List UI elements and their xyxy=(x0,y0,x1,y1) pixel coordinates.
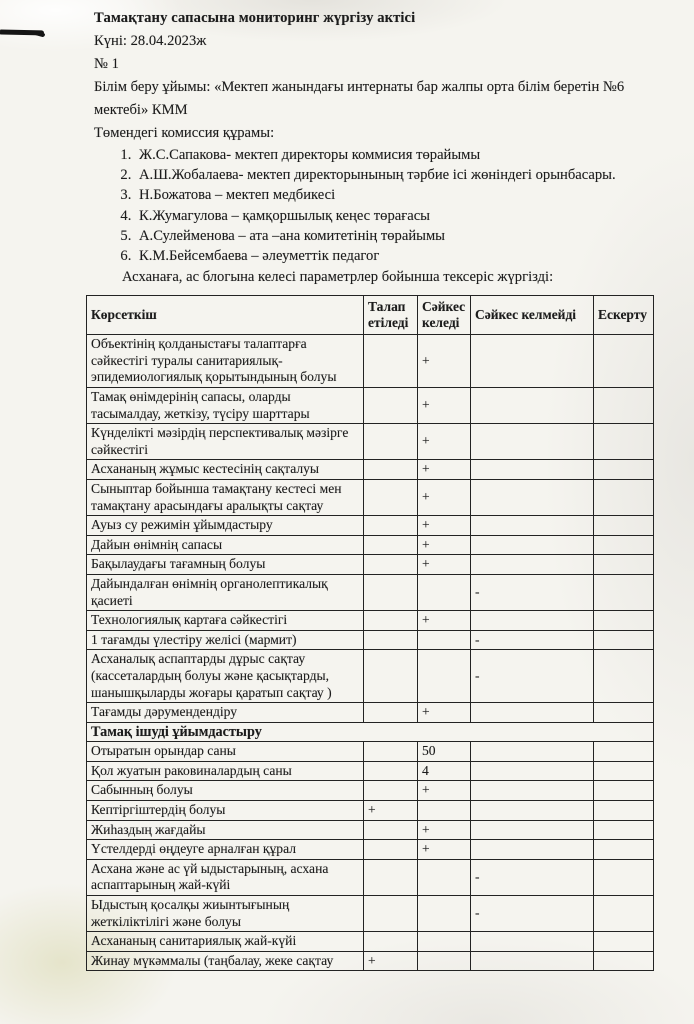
not-conforms-mark-cell xyxy=(471,703,594,723)
note-cell xyxy=(594,951,654,971)
required-mark-cell xyxy=(364,896,418,932)
not-conforms-mark-cell xyxy=(471,555,594,575)
required-mark-cell xyxy=(364,840,418,860)
not-conforms-mark-cell xyxy=(471,761,594,781)
column-header-indicator: Көрсеткіш xyxy=(87,296,364,335)
table-row xyxy=(87,840,654,860)
table-row xyxy=(87,535,654,555)
column-header-not-conforms: Сәйкес келмейді xyxy=(471,296,594,335)
conforms-mark-cell: + xyxy=(418,820,471,840)
note-cell xyxy=(594,574,654,610)
note-cell xyxy=(594,840,654,860)
required-mark-cell xyxy=(364,611,418,631)
required-mark-cell xyxy=(364,479,418,515)
note-cell xyxy=(594,896,654,932)
indicator-label-cell: Асханалық аспаптарды дұрыс сақтау (кассеталардың болуы және қасықтарды, шанышқыларды жоғары қаратып сақтау ) xyxy=(87,650,364,703)
required-mark-cell xyxy=(364,820,418,840)
not-conforms-mark-cell xyxy=(471,535,594,555)
not-conforms-mark-cell xyxy=(471,611,594,631)
indicator-label-cell: Қол жуатын раковиналардың саны xyxy=(87,761,364,781)
required-mark-cell xyxy=(364,859,418,895)
column-header-note: Ескерту xyxy=(594,296,654,335)
table-row xyxy=(87,859,654,895)
conforms-mark-cell xyxy=(418,574,471,610)
not-conforms-mark-cell xyxy=(471,932,594,952)
indicator-label-cell: 1 тағамды үлестіру желісі (мармит) xyxy=(87,630,364,650)
scan-artifact-mark xyxy=(0,30,44,36)
note-cell xyxy=(594,781,654,801)
required-mark-cell xyxy=(364,932,418,952)
table-row xyxy=(87,781,654,801)
table-row xyxy=(87,703,654,723)
commission-member: 5. А.Сулейменова – ата –ана комитетінің төрайымы xyxy=(135,226,654,246)
table-row xyxy=(87,650,654,703)
not-conforms-mark-cell xyxy=(471,516,594,536)
table-row xyxy=(87,820,654,840)
inspection-table-header xyxy=(87,296,654,335)
indicator-label-cell: Сыныптар бойынша тамақтану кестесі мен тамақтану арасындағы аралықты сақтау xyxy=(87,479,364,515)
conforms-mark-cell: + xyxy=(418,335,471,388)
conforms-mark-cell: + xyxy=(418,388,471,424)
table-row xyxy=(87,335,654,388)
conforms-mark-cell xyxy=(418,801,471,821)
not-conforms-mark-cell xyxy=(471,335,594,388)
note-cell xyxy=(594,703,654,723)
note-cell xyxy=(594,335,654,388)
indicator-label-cell: Кептіргіштердің болуы xyxy=(87,801,364,821)
inspection-table-body xyxy=(87,335,654,971)
act-number-line: № 1 xyxy=(94,56,119,72)
required-mark-cell xyxy=(364,555,418,575)
conforms-mark-cell: + xyxy=(418,535,471,555)
document-title: Тамақтану сапасына мониторинг жүргізу актісі xyxy=(94,10,416,26)
indicator-label-cell: Ауыз су режимін ұйымдастыру xyxy=(87,516,364,536)
required-mark-cell: + xyxy=(364,801,418,821)
indicator-label-cell: Тамақ өнімдерінің сапасы, оларды тасымалдау, жеткізу, түсіру шарттары xyxy=(87,388,364,424)
table-row xyxy=(87,801,654,821)
header-row xyxy=(87,296,654,335)
commission-member: 6. К.М.Бейсембаева – әлеуметтік педагог xyxy=(135,246,654,266)
table-row xyxy=(87,516,654,536)
conforms-mark-cell: + xyxy=(418,611,471,631)
not-conforms-mark-cell: - xyxy=(471,859,594,895)
table-row xyxy=(87,555,654,575)
conforms-mark-cell xyxy=(418,650,471,703)
note-cell xyxy=(594,742,654,762)
required-mark-cell xyxy=(364,388,418,424)
conforms-mark-cell: 50 xyxy=(418,742,471,762)
note-cell xyxy=(594,555,654,575)
note-cell xyxy=(594,460,654,480)
organization-line: Білім беру ұйымы: «Мектеп жанындағы интернаты бар жалпы орта білім беретін №6 мектебі» КММ xyxy=(94,79,625,118)
required-mark-cell: + xyxy=(364,951,418,971)
required-mark-cell xyxy=(364,516,418,536)
not-conforms-mark-cell: - xyxy=(471,574,594,610)
not-conforms-mark-cell: - xyxy=(471,630,594,650)
note-cell xyxy=(594,859,654,895)
date-line: Күні: 28.04.2023ж xyxy=(94,33,207,49)
note-cell xyxy=(594,479,654,515)
table-row xyxy=(87,630,654,650)
note-cell xyxy=(594,932,654,952)
conforms-mark-cell: + xyxy=(418,460,471,480)
indicator-label-cell: Бақылаудағы тағамның болуы xyxy=(87,555,364,575)
conforms-mark-cell: + xyxy=(418,840,471,860)
indicator-label-cell: Ыдыстың қосалқы жиынтығының жеткіліктілігі және болуы xyxy=(87,896,364,932)
indicator-label-cell: Асхананың жұмыс кестесінің сақталуы xyxy=(87,460,364,480)
required-mark-cell xyxy=(364,703,418,723)
required-mark-cell xyxy=(364,335,418,388)
not-conforms-mark-cell xyxy=(471,840,594,860)
commission-member: 4. К.Жумагулова – қамқоршылық кеңес төрағасы xyxy=(135,206,654,226)
not-conforms-mark-cell: - xyxy=(471,650,594,703)
inspection-table xyxy=(86,295,654,971)
indicator-label-cell: Дайындалған өнімнің органолептикалық қасиеті xyxy=(87,574,364,610)
section-title: Тамақ ішуді ұйымдастыру xyxy=(87,722,654,742)
conforms-mark-cell: + xyxy=(418,703,471,723)
conforms-mark-cell xyxy=(418,951,471,971)
table-row xyxy=(87,388,654,424)
not-conforms-mark-cell xyxy=(471,820,594,840)
not-conforms-mark-cell xyxy=(471,801,594,821)
note-cell xyxy=(594,650,654,703)
commission-list xyxy=(94,145,654,266)
not-conforms-mark-cell xyxy=(471,388,594,424)
note-cell xyxy=(594,611,654,631)
required-mark-cell xyxy=(364,460,418,480)
conforms-mark-cell xyxy=(418,896,471,932)
commission-intro-line: Төмендегі комиссия құрамы: xyxy=(94,125,275,141)
conforms-mark-cell xyxy=(418,630,471,650)
document-header-block xyxy=(94,7,654,145)
not-conforms-mark-cell: - xyxy=(471,896,594,932)
not-conforms-mark-cell xyxy=(471,424,594,460)
indicator-label-cell: Дайын өнімнің сапасы xyxy=(87,535,364,555)
indicator-label-cell: Технологиялық картаға сәйкестігі xyxy=(87,611,364,631)
indicator-label-cell: Үстелдерді өңдеуге арналған құрал xyxy=(87,840,364,860)
table-row xyxy=(87,932,654,952)
note-cell xyxy=(594,424,654,460)
table-row xyxy=(87,611,654,631)
table-row xyxy=(87,951,654,971)
not-conforms-mark-cell xyxy=(471,781,594,801)
note-cell xyxy=(594,535,654,555)
conforms-mark-cell xyxy=(418,859,471,895)
inspection-intro-line: Асханаға, ас блогына келесі параметрлер бойынша тексеріс жүргізді: xyxy=(122,269,554,286)
indicator-label-cell: Асхана және ас үй ыдыстарының, асхана аспаптарының жай-күйі xyxy=(87,859,364,895)
required-mark-cell xyxy=(364,742,418,762)
table-row xyxy=(87,424,654,460)
column-header-conforms: Сәйкес келеді xyxy=(418,296,471,335)
required-mark-cell xyxy=(364,650,418,703)
conforms-mark-cell xyxy=(418,932,471,952)
required-mark-cell xyxy=(364,574,418,610)
note-cell xyxy=(594,761,654,781)
table-row xyxy=(87,761,654,781)
table-row xyxy=(87,896,654,932)
note-cell xyxy=(594,388,654,424)
commission-member: 3. Н.Божатова – мектеп медбикесі xyxy=(135,185,654,205)
required-mark-cell xyxy=(364,781,418,801)
conforms-mark-cell: + xyxy=(418,516,471,536)
column-header-required: Талап етіледі xyxy=(364,296,418,335)
note-cell xyxy=(594,630,654,650)
required-mark-cell xyxy=(364,630,418,650)
conforms-mark-cell: 4 xyxy=(418,761,471,781)
commission-member: 2. А.Ш.Жобалаева- мектеп директорынының тәрбие ісі жөніндегі орынбасары. xyxy=(135,165,654,185)
not-conforms-mark-cell xyxy=(471,460,594,480)
indicator-label-cell: Отыратын орындар саны xyxy=(87,742,364,762)
note-cell xyxy=(594,801,654,821)
note-cell xyxy=(594,516,654,536)
not-conforms-mark-cell xyxy=(471,951,594,971)
conforms-mark-cell: + xyxy=(418,555,471,575)
indicator-label-cell: Сабынның болуы xyxy=(87,781,364,801)
table-row xyxy=(87,460,654,480)
indicator-label-cell: Тағамды дәрумендендіру xyxy=(87,703,364,723)
required-mark-cell xyxy=(364,761,418,781)
required-mark-cell xyxy=(364,535,418,555)
document-content xyxy=(86,7,654,971)
note-cell xyxy=(594,820,654,840)
table-row xyxy=(87,479,654,515)
indicator-label-cell: Күнделікті мәзірдің перспективалық мәзірге сәйкестігі xyxy=(87,424,364,460)
table-row xyxy=(87,742,654,762)
required-mark-cell xyxy=(364,424,418,460)
indicator-label-cell: Жинау мүкәммалы (таңбалау, жеке сақтау xyxy=(87,951,364,971)
conforms-mark-cell: + xyxy=(418,424,471,460)
indicator-label-cell: Асхананың санитариялық жай-күйі xyxy=(87,932,364,952)
conforms-mark-cell: + xyxy=(418,781,471,801)
table-section-row xyxy=(87,722,654,742)
table-row xyxy=(87,574,654,610)
not-conforms-mark-cell xyxy=(471,479,594,515)
indicator-label-cell: Объектінің қолданыстағы талаптарға сәйкестігі туралы санитариялық-эпидемиологиялық қорытындының болуы xyxy=(87,335,364,388)
not-conforms-mark-cell xyxy=(471,742,594,762)
conforms-mark-cell: + xyxy=(418,479,471,515)
indicator-label-cell: Жиһаздың жағдайы xyxy=(87,820,364,840)
commission-member: 1. Ж.С.Сапакова- мектеп директоры коммисия төрайымы xyxy=(135,145,654,165)
